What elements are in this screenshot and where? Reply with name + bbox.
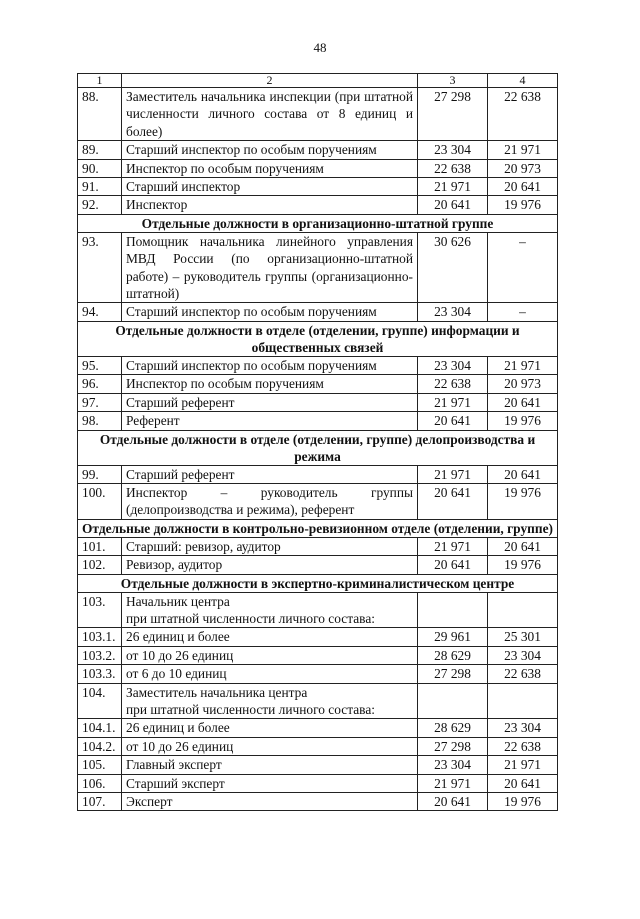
page-number: 48 [313,40,327,55]
salary-col-4: 20 641 [488,465,558,483]
salary-col-3: 27 298 [418,665,488,683]
table-row [78,393,558,411]
table-row [78,756,558,774]
row-number: 104. [78,683,122,719]
row-number: 105. [78,756,122,774]
salary-col-3: 20 641 [418,196,488,214]
section-heading: Отдельные должности в контрольно-ревизионном отделе (отделении, группе) [78,519,558,537]
salary-col-4: 21 971 [488,356,558,374]
table-row [78,628,558,646]
salary-col-3: 21 971 [418,537,488,555]
row-number: 97. [78,393,122,411]
salary-col-3: 20 641 [418,556,488,574]
salary-col-4: 19 976 [488,412,558,430]
salary-col-3: 23 304 [418,756,488,774]
section-heading: Отдельные должности в организационно-штатной группе [78,214,558,232]
table-row [78,232,558,303]
position-name: Помощник начальника линейного управления МВД России (по организационно-штатной работе) – руководитель группы (организационно-штатной) [122,232,418,303]
row-number: 102. [78,556,122,574]
position-name: Эксперт [122,793,418,811]
table-row [78,774,558,792]
section-heading: Отдельные должности в отделе (отделении, группе) делопроизводства и режима [78,430,558,465]
table-row [78,737,558,755]
row-number: 103. [78,592,122,628]
salary-col-4: 19 976 [488,793,558,811]
table-header-row [78,74,558,88]
salary-col-4: 20 973 [488,375,558,393]
salary-col-3: 22 638 [418,375,488,393]
row-number: 96. [78,375,122,393]
salary-col-4: 20 641 [488,537,558,555]
salary-col-3: 21 971 [418,774,488,792]
position-name: Инспектор по особым поручениям [122,159,418,177]
salary-col-4: 20 641 [488,178,558,196]
table-row [78,793,558,811]
position-name: Старший: ревизор, аудитор [122,537,418,555]
row-number: 103.2. [78,646,122,664]
row-number: 94. [78,303,122,321]
salary-col-4: – [488,303,558,321]
row-number: 88. [78,88,122,141]
position-name: от 10 до 26 единиц [122,737,418,755]
row-number: 107. [78,793,122,811]
position-name: Старший инспектор [122,178,418,196]
salary-col-3: 23 304 [418,141,488,159]
table-row [78,683,558,719]
salary-col-3 [418,592,488,628]
salary-col-3 [418,683,488,719]
position-name: 26 единиц и более [122,628,418,646]
table-row [78,537,558,555]
salary-col-4 [488,592,558,628]
position-name: от 6 до 10 единиц [122,665,418,683]
row-number: 104.2. [78,737,122,755]
salary-col-3: 28 629 [418,719,488,737]
salary-col-3: 29 961 [418,628,488,646]
salary-col-4: 20 973 [488,159,558,177]
salary-col-4: 22 638 [488,665,558,683]
position-name: Заместитель начальника инспекции (при штатной численности личного состава от 8 единиц и более) [122,88,418,141]
table-row [78,375,558,393]
salary-col-4: 21 971 [488,141,558,159]
column-header: 1 [78,74,122,88]
position-name: Заместитель начальника центра при штатной численности личного состава: [122,683,418,719]
table-row [78,178,558,196]
salary-col-4: 22 638 [488,88,558,141]
salary-col-4: 19 976 [488,196,558,214]
row-number: 91. [78,178,122,196]
salary-col-4: 19 976 [488,556,558,574]
table-row [78,141,558,159]
section-heading-row [78,214,558,232]
position-name: от 10 до 26 единиц [122,646,418,664]
row-number: 101. [78,537,122,555]
section-heading-row [78,574,558,592]
row-number: 93. [78,232,122,303]
salary-col-4: 20 641 [488,393,558,411]
salary-col-3: 30 626 [418,232,488,303]
table-row [78,665,558,683]
column-header: 2 [122,74,418,88]
salary-table [77,73,558,811]
salary-col-4: 20 641 [488,774,558,792]
table-row [78,412,558,430]
table-row [78,303,558,321]
salary-col-4: 23 304 [488,719,558,737]
position-name: Старший референт [122,465,418,483]
position-name: Инспектор [122,196,418,214]
salary-col-3: 23 304 [418,303,488,321]
table-row [78,592,558,628]
salary-col-3: 23 304 [418,356,488,374]
salary-col-4: 23 304 [488,646,558,664]
salary-col-3: 21 971 [418,465,488,483]
position-name: Старший инспектор по особым поручениям [122,141,418,159]
row-number: 104.1. [78,719,122,737]
salary-col-3: 22 638 [418,159,488,177]
table-row [78,719,558,737]
position-name: Инспектор – руководитель группы (делопроизводства и режима), референт [122,483,418,519]
position-name: Старший инспектор по особым поручениям [122,303,418,321]
salary-col-3: 27 298 [418,88,488,141]
salary-col-3: 21 971 [418,178,488,196]
salary-col-3: 28 629 [418,646,488,664]
salary-col-3: 20 641 [418,793,488,811]
position-name: Референт [122,412,418,430]
row-number: 95. [78,356,122,374]
table-row [78,159,558,177]
table-row [78,465,558,483]
salary-col-3: 27 298 [418,737,488,755]
row-number: 100. [78,483,122,519]
section-heading: Отдельные должности в отделе (отделении, группе) информации и общественных связей [78,321,558,356]
row-number: 98. [78,412,122,430]
column-header: 4 [488,74,558,88]
position-name: Инспектор по особым поручениям [122,375,418,393]
salary-col-4: 21 971 [488,756,558,774]
table-row [78,483,558,519]
table-body [78,74,558,811]
position-name: Старший референт [122,393,418,411]
position-name: Старший инспектор по особым поручениям [122,356,418,374]
table-row [78,196,558,214]
table-row [78,556,558,574]
column-header: 3 [418,74,488,88]
row-number: 90. [78,159,122,177]
position-name: Главный эксперт [122,756,418,774]
salary-col-4: 22 638 [488,737,558,755]
table-row [78,646,558,664]
section-heading-row [78,519,558,537]
position-name: Ревизор, аудитор [122,556,418,574]
salary-col-4: – [488,232,558,303]
row-number: 103.3. [78,665,122,683]
row-number: 103.1. [78,628,122,646]
position-name: Старший эксперт [122,774,418,792]
section-heading-row [78,321,558,356]
salary-col-4: 19 976 [488,483,558,519]
salary-col-3: 20 641 [418,483,488,519]
salary-col-3: 21 971 [418,393,488,411]
row-number: 99. [78,465,122,483]
salary-col-4: 25 301 [488,628,558,646]
row-number: 89. [78,141,122,159]
salary-col-3: 20 641 [418,412,488,430]
table-row [78,88,558,141]
position-name: Начальник центра при штатной численности личного состава: [122,592,418,628]
table-row [78,356,558,374]
section-heading: Отдельные должности в экспертно-криминалистическом центре [78,574,558,592]
salary-col-4 [488,683,558,719]
row-number: 92. [78,196,122,214]
section-heading-row [78,430,558,465]
position-name: 26 единиц и более [122,719,418,737]
row-number: 106. [78,774,122,792]
